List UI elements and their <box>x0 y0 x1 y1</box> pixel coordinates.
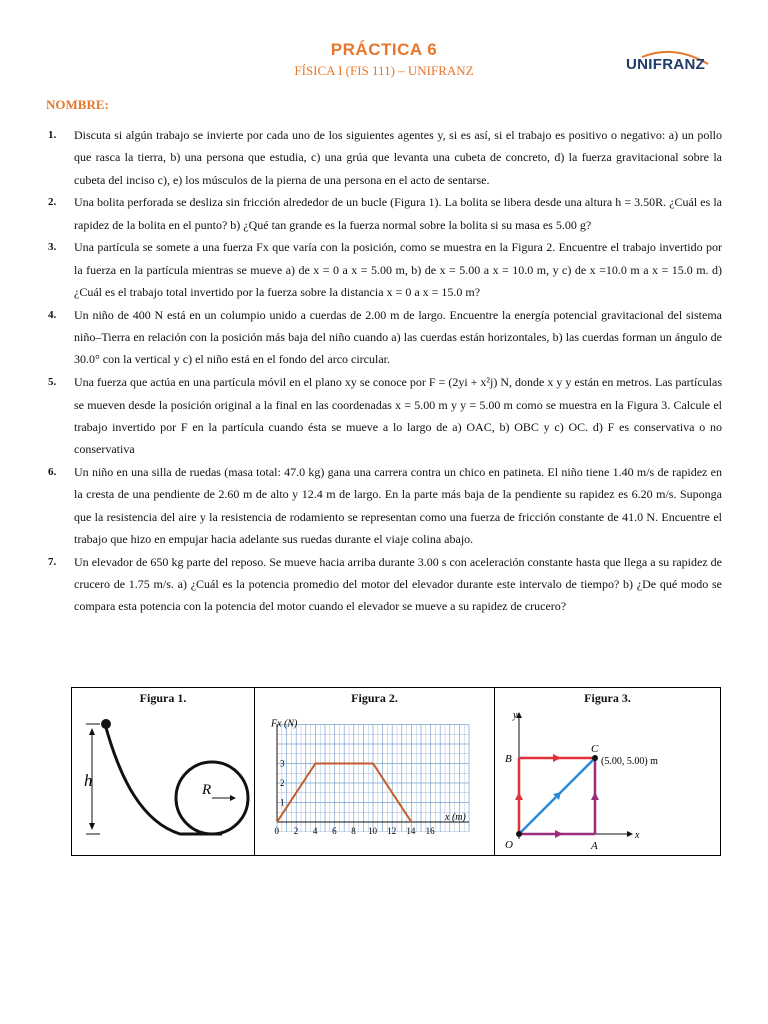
x-tick-label: 14 <box>406 826 416 836</box>
problem-number: 2. <box>48 196 57 209</box>
x-tick-label: 0 <box>274 826 279 836</box>
figure-2-caption: Figura 2. <box>351 691 398 705</box>
problem-number: 7. <box>48 555 57 568</box>
problem-text: Un niño de 400 N está en un columpio unido a cuerdas de 2.00 m de largo. Encuentre la energía potencial gravitacional del sistema niño–Tierra en relación con la posición más baja del niño cuando a) las cuerdas están horizontales, b) las cuerdas forman un ángulo de 30.0° con la vertical y c) el niño está en el fondo del arco circular. <box>74 307 722 367</box>
x-tick-label: 8 <box>351 826 356 836</box>
x-tick-label: 16 <box>425 826 435 836</box>
label-b: B <box>505 753 512 765</box>
arrow-oa <box>555 830 563 838</box>
figure-3-caption: Figura 3. <box>584 691 631 705</box>
figure-2-cell <box>254 688 494 855</box>
point-o <box>516 831 522 837</box>
x-tick-label: 2 <box>293 826 299 836</box>
height-label: h <box>84 771 93 790</box>
problem-text: Una bolita perforada se desliza sin fricción alrededor de un bucle (Figura 1). La bolita se libera desde una altura h = 3.50R. ¿Cuál es la rapidez de la bolita en el punto? b) ¿Qué tan grande es la fuerza normal sobre la bolita si su masa es 5.00 g? <box>74 195 722 232</box>
arrow-bc <box>553 754 561 762</box>
logo-text: UNIFRANZ <box>626 56 706 73</box>
problem-number: 1. <box>48 129 57 141</box>
problem-item <box>44 551 722 618</box>
problem-item <box>44 191 722 236</box>
problem-text: Una fuerza que actúa en una partícula móvil en el plano xy se conoce por F = (2yi + x²j) N, donde x y y están en metros. Las partículas se mueven desde la posición original a la final en las coordenadas x = 5.00 m y y = 5.00 m como se muestra en la Figura 3. Calcule el trabajo invertido por F en la partícula cuando ésta se mueve a lo largo de a) OAC, b) OBC y c) OC. d) F es conservativa o no conservativa <box>74 375 722 457</box>
figure-3-cell <box>494 688 720 855</box>
nombre-label: NOMBRE: <box>46 97 109 112</box>
figure-2-chart <box>255 704 495 854</box>
problem-item <box>44 304 722 371</box>
problem-text: Una partícula se somete a una fuerza Fx que varía con la posición, como se muestra en la Figura 2. Encuentre el trabajo invertido por la fuerza en la partícula mientras se mueve a) de x = 0 a x = 5.00 m, b) de x = 5.00 a x = 10.0 m, y c) de x =10.0 m a x = 15.0 m. d) ¿Cuál es el trabajo total invertido por la fuerza sobre la distancia x = 0 a x = 15.0 m? <box>74 240 722 300</box>
label-x: x <box>635 830 640 841</box>
problem-number: 5. <box>48 376 57 389</box>
figure-1-caption: Figura 1. <box>139 691 187 705</box>
radius-label: R <box>202 782 212 798</box>
x-tick-label: 6 <box>332 826 337 836</box>
label-a: A <box>591 840 598 852</box>
problem-list <box>44 124 722 618</box>
x-axis-arrow <box>627 831 633 837</box>
arrow-ac <box>591 792 599 800</box>
problem-number: 6. <box>48 465 57 478</box>
arrow-ob <box>515 792 523 800</box>
y-tick-label: 2 <box>280 778 285 788</box>
point-c <box>592 755 598 761</box>
problem-item <box>44 461 722 550</box>
page-subtitle: FÍSICA I (FIS 111) – UNIFRANZ <box>294 63 474 78</box>
height-arrow-bottom <box>89 823 95 830</box>
problem-text: Discuta si algún trabajo se invierte por cada uno de los siguientes agentes y, si es así, si el trabajo es positivo o negativo: a) un pollo que rasca la tierra, b) una persona que estudia, c) una grúa que levanta una cubeta de concreto, d) la fuerza gravitacional sobre la cubeta del inciso c), e) los músculos de la pierna de una persona en el acto de sentarse. <box>74 128 722 187</box>
label-o: O <box>505 839 513 851</box>
figure-1-diagram <box>72 704 254 854</box>
problem-item <box>44 371 722 460</box>
x-tick-label: 12 <box>387 826 397 836</box>
bead <box>101 719 111 729</box>
figure-1-cell <box>72 688 254 855</box>
chart-ticks <box>275 759 436 837</box>
page-title: PRÁCTICA 6 <box>330 40 438 59</box>
x-axis-label: x (m) <box>445 812 466 823</box>
x-tick-label: 4 <box>312 826 318 836</box>
y-tick-label: 3 <box>280 758 285 769</box>
figure-3-diagram <box>495 704 721 854</box>
track-curve <box>105 724 222 834</box>
height-arrow-top <box>89 728 95 735</box>
unifranz-logo <box>624 48 712 82</box>
coord-label: (5.00, 5.00) m <box>601 756 658 767</box>
radius-arrowhead <box>230 795 236 801</box>
problem-item <box>44 124 722 191</box>
y-axis-label: Fx (N) <box>271 718 298 730</box>
problem-text: Un elevador de 650 kg parte del reposo. Se mueve hacia arriba durante 3.00 s con aceleración constante hasta que llega a su rapidez de crucero de 1.75 m/s. a) ¿Cuál es la potencia promedio del motor del elevador durante este intervalo de tiempo? b) ¿De qué modo se compara esta potencia con la potencia del motor cuando el elevador se mueve a su rapidez de crucero? <box>74 554 722 614</box>
problem-text: Un niño en una silla de ruedas (masa total: 47.0 kg) gana una carrera contra un chico en patineta. El niño tiene 1.40 m/s de rapidez en la cresta de una pendiente de 2.60 m de alto y 12.4 m de largo. En la parte más baja de la pendiente su rapidez es 6.20 m/s. Suponga que la resistencia del aire y la resistencia de rodamiento se representan como una fuerza de fricción constante de 41.0 N. Encuentre el trabajo que hizo en empujar hacia adelante sus ruedas durante el viaje colina abajo. <box>74 464 722 546</box>
label-c: C <box>591 743 599 755</box>
problem-number: 4. <box>48 308 57 321</box>
figures-table <box>71 687 721 856</box>
x-tick-label: 10 <box>368 826 377 836</box>
label-y: y <box>513 710 518 721</box>
y-tick-label: 1 <box>280 797 285 808</box>
problem-item <box>44 236 722 303</box>
problem-number: 3. <box>48 241 57 254</box>
